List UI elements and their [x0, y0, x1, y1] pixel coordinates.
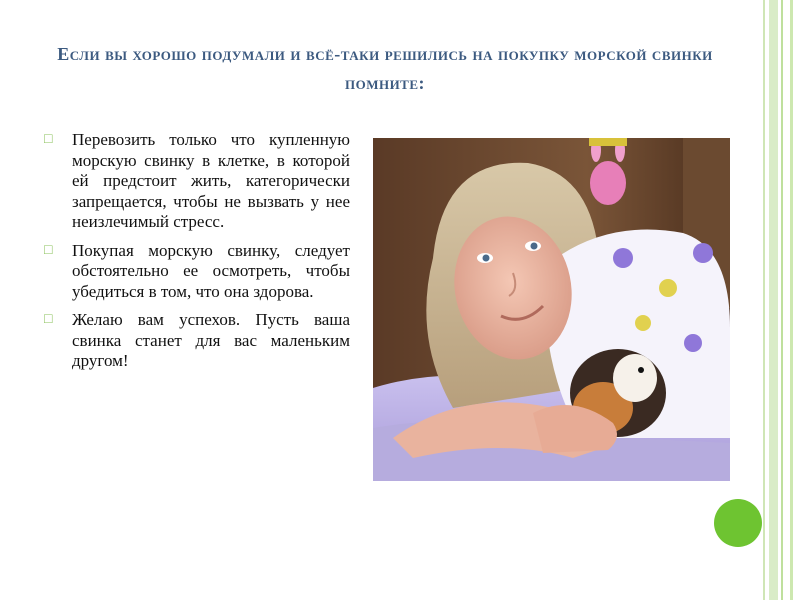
bullet-marker: □ — [44, 312, 53, 327]
decor-line — [790, 0, 793, 600]
bullet-marker: □ — [44, 132, 53, 147]
bullet-marker: □ — [44, 242, 53, 258]
slide-title: Если вы хорошо подумали и всё-таки решились на покупку морской свинки помните: — [57, 44, 713, 93]
bullet-text: Желаю вам успехов. Пусть ваша свинка станет для вас маленьким другом! — [72, 310, 350, 370]
bullet-item — [44, 310, 350, 372]
bullet-item — [44, 241, 350, 303]
photo-illustration — [373, 138, 730, 481]
decor-line — [769, 0, 778, 600]
decor-line — [763, 0, 765, 600]
bullet-item — [44, 130, 350, 233]
decor-line — [781, 0, 783, 600]
bullet-text: Перевозить только что купленную морскую свинку в клетке, в которой ей предстоит жить, категорически запрещается, чтобы не вызвать у нее неизлечимый стресс. — [72, 130, 350, 231]
decor-circle — [714, 499, 762, 547]
bullet-list — [44, 130, 350, 380]
bullet-text: Покупая морскую свинку, следует обстоятельно ее осмотреть, чтобы убедиться в том, что она здорова. — [72, 240, 350, 301]
photo-girl-with-guinea-pig — [373, 138, 730, 481]
